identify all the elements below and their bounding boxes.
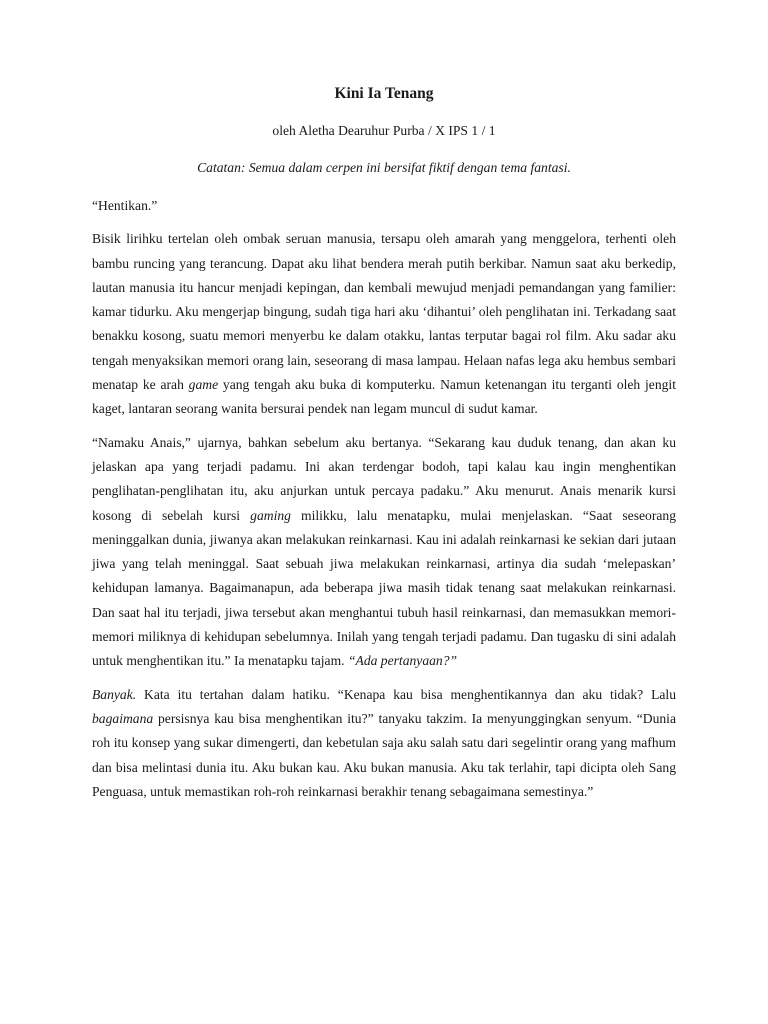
- paragraph-text: milikku, lalu menatapku, mulai menjelaskan. “Saat seseorang meninggalkan dunia, jiwanya akan melakukan reinkarnasi. Kau ini adalah reinkarnasi ke sekian dari jutaan jiwa yang telah meninggal. Saat sebuah jiwa melakukan reinkarnasi, artinya dia sudah ‘melepaskan’ kehidupan lamanya. Bagaimanapun, ada beberapa jiwa masih tidak tenang saat melakukan reinkarnasi. Dan saat hal itu terjadi, jiwa tersebut akan menghantui tubuh hasil reinkarnasi, dan memasukkan memori-memori miliknya di kehidupan sebelumnya. Inilah yang tengah terjadi padamu. Dan tugasku di sini adalah untuk menghentikan itu.” Ia menatapku tajam.: [92, 507, 676, 669]
- paragraph-text: “Namaku Anais,” ujarnya, bahkan sebelum aku bertanya. “Sekarang kau duduk tenang, dan akan ku jelaskan apa yang terjadi padamu. Ini akan terdengar bodoh, tapi kalau kau ingin menghentikan penglihatan-penglihatan itu, aku anjurkan untuk percaya padaku.” Aku menurut. Anais menarik kursi kosong di sebelah kursi: [92, 434, 676, 523]
- italic-term: Banyak.: [92, 686, 137, 702]
- fiction-note: Catatan: Semua dalam cerpen ini bersifat fiktif dengan tema fantasi.: [197, 160, 571, 175]
- italic-term: bagaimana: [92, 710, 154, 726]
- document-page: [92, 84, 676, 813]
- paragraph-text: yang tengah aku buka di komputerku. Namun ketenangan itu terganti oleh jengit kaget, lantaran seorang wanita bersurai pendek nan legam muncul di sudut kamar.: [92, 377, 676, 417]
- author-byline: oleh Aletha Dearuhur Purba / X IPS 1 / 1: [272, 123, 496, 138]
- paragraph-text: “Hentikan.”: [92, 198, 158, 213]
- italic-term: game: [188, 377, 219, 393]
- italic-quote: “Ada pertanyaan?”: [347, 653, 458, 669]
- paragraph-text: persisnya kau bisa menghentikan itu?” tanyaku takzim. Ia menyunggingkan senyum. “Dunia roh itu konsep yang sukar dimengerti, dan kebetulan saja aku salah satu dari segelintir orang yang mafhum dan bisa melintasi dunia itu. Aku bukan kau. Aku bukan manusia. Aku tak terlahir, tapi dicipta oleh Sang Penguasa, untuk memastikan roh-roh reinkarnasi berakhir tenang sebagaimana semestinya.”: [92, 710, 676, 799]
- paragraph-4: [92, 683, 676, 804]
- paragraph-text: Bisik lirihku tertelan oleh ombak seruan manusia, tersapu oleh amarah yang menggelora, terhenti oleh bambu runcing yang terancung. Dapat aku lihat bendera merah putih berkibar. Namun saat aku berkedip, lautan manusia itu hancur menjadi kepingan, dan kembali mewujud menjadi pemandangan yang familier: kamar tidurku. Aku mengerjap bingung, sudah tiga hari aku ‘dihantui’ oleh penglihatan ini. Terkadang saat benakku kosong, suatu memori menyerbu ke dalam otakku, lantas terputar bagai rol film. Aku sadar aku tengah menyaksikan memori orang lain, seseorang di masa lampau. Helaan nafas lega aku hembus sembari menatap ke arah: [92, 231, 676, 393]
- italic-term: gaming: [250, 507, 291, 523]
- paragraph-3: [92, 431, 676, 674]
- paragraph-2: [92, 227, 676, 421]
- paragraph-1: [92, 194, 676, 218]
- paragraph-text: Kata itu tertahan dalam hatiku. “Kenapa kau bisa menghentikannya dan aku tidak? Lalu: [136, 686, 676, 702]
- story-title: Kini Ia Tenang: [334, 85, 434, 102]
